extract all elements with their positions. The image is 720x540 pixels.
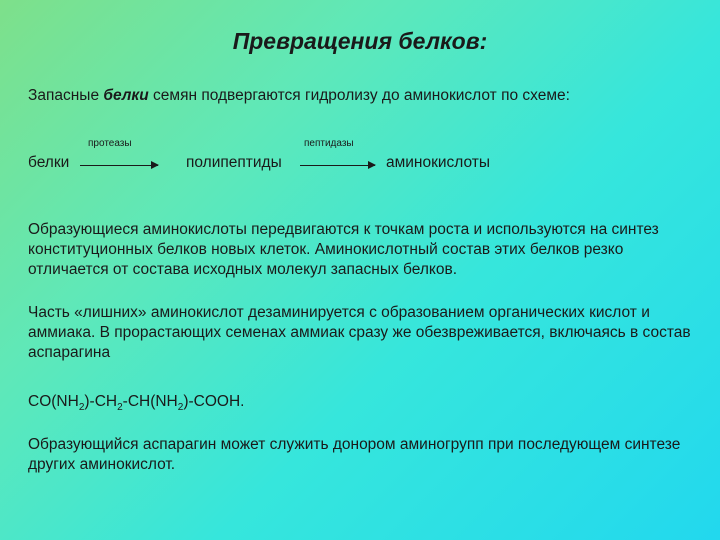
slide-title: Превращения белков: — [232, 28, 488, 54]
scheme-arrow-2 — [300, 165, 375, 166]
formula-sub-3: 2 — [177, 402, 184, 414]
formula-sub-2: 2 — [117, 402, 123, 414]
scheme-polypeptides: полипептиды — [186, 154, 282, 171]
scheme-amino-acids: аминокислоты — [386, 154, 491, 171]
formula-sub-1: 2 — [78, 402, 85, 414]
paragraph-deamination: Часть «лишних» аминокислот дезаминируется с образованием органических кислот и аммиака. В прорастающих семенах аммиак сразу же обезвреживается, включаясь в состав аспарагина — [28, 304, 691, 361]
intro-text-end: семян подвергаются гидролизу до аминокислот по схеме: — [148, 87, 570, 104]
formula-part-1: CO(NH — [28, 393, 79, 410]
intro-emphasis: белки — [103, 87, 149, 104]
scheme-proteins: белки — [28, 154, 70, 171]
formula-part-4: )-COOH. — [183, 393, 245, 410]
formula-part-2: )-CH — [84, 393, 118, 410]
scheme-label-peptidases: пептидазы — [304, 138, 354, 149]
intro-paragraph — [28, 86, 698, 106]
paragraph-transport: Образующиеся аминокислоты передвигаются к точкам роста и используются на синтез конституционных белков новых клеток. Аминокислотный состав этих белков резко отличается от состава исходных молекул запасных белков. — [28, 221, 659, 278]
asparagine-formula — [28, 392, 698, 418]
formula-part-3: -CH(NH — [122, 393, 178, 410]
scheme-label-proteases: протеазы — [88, 138, 132, 149]
intro-text-start: Запасные — [28, 87, 104, 104]
paragraph-asparagine-role: Образующийся аспарагин может служить донором аминогрупп при последующем синтезе других аминокислот. — [28, 436, 681, 473]
scheme-arrow-1 — [80, 165, 158, 166]
